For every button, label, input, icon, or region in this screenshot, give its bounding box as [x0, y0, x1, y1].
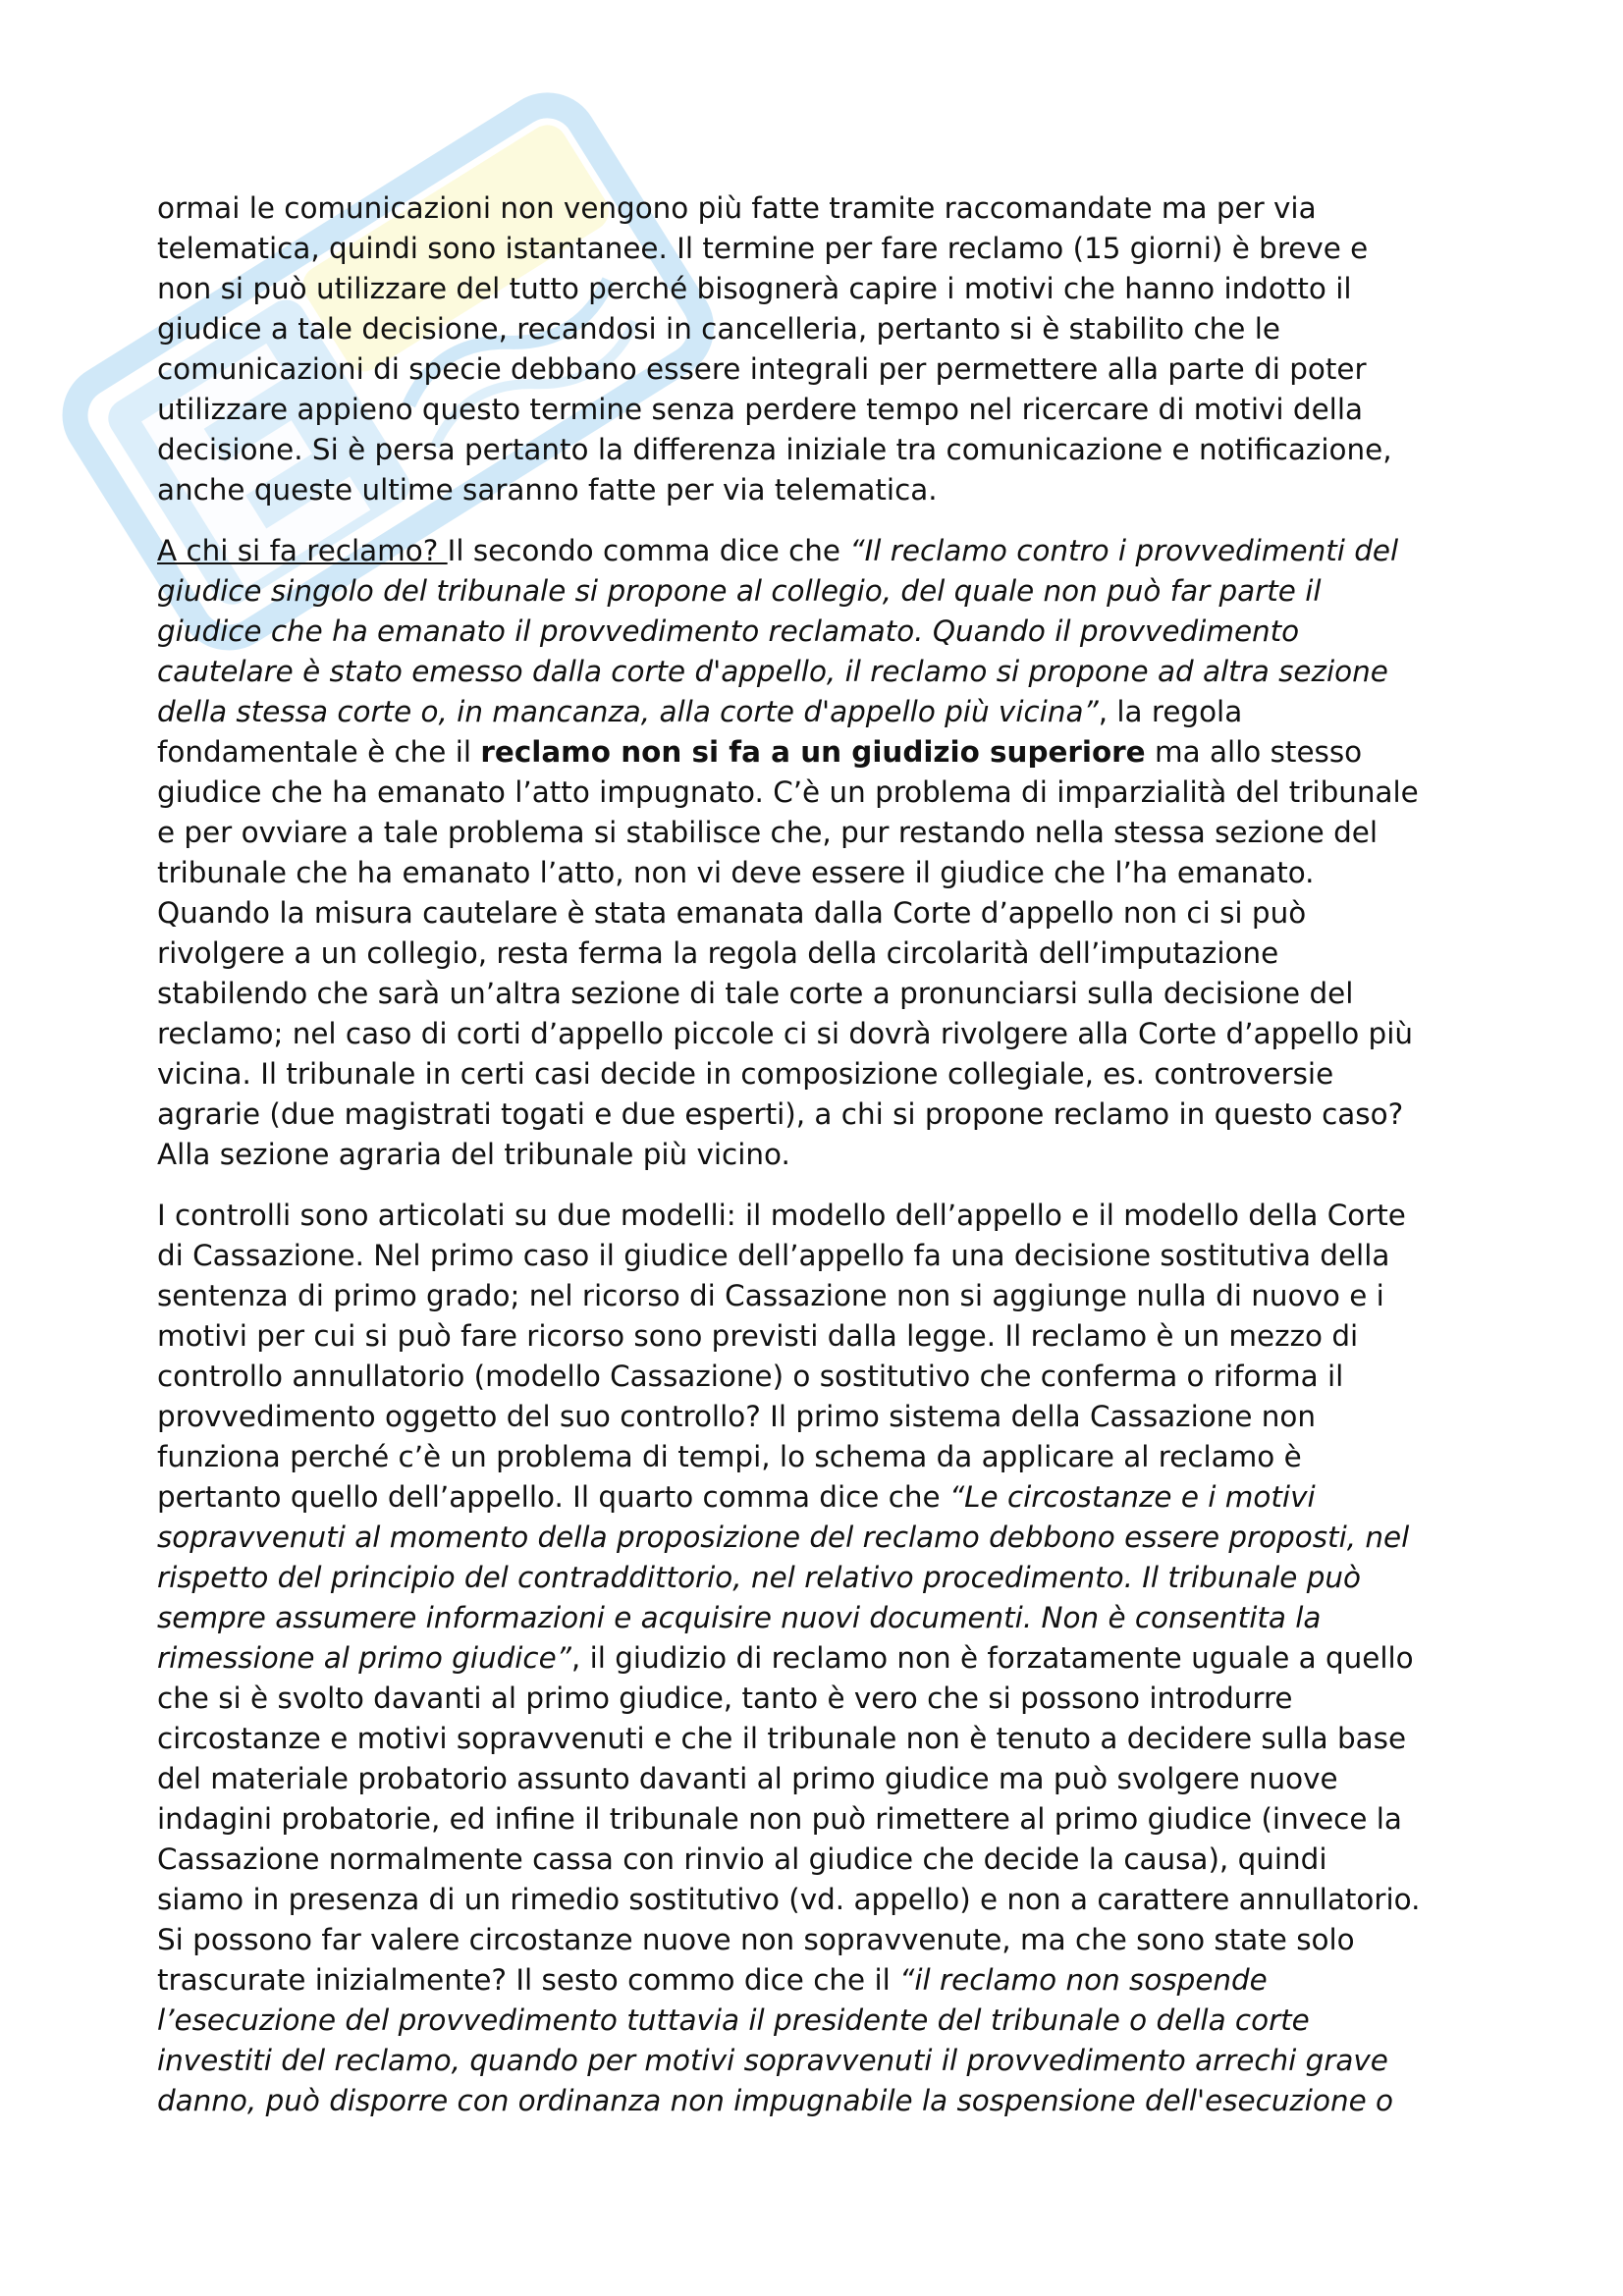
text-line — [157, 692, 1492, 732]
body-text: provvedimento oggetto del suo controllo? Il primo sistema della Cassazione non — [157, 1400, 1317, 1433]
text-line — [157, 1477, 1492, 1518]
text-line — [157, 1437, 1492, 1477]
text-line — [157, 229, 1492, 269]
body-text: e per ovviare a tale problema si stabilisce che, pur restando nella stessa sezione del — [157, 816, 1379, 849]
emphasis-text: reclamo non si fa a un giudizio superiore — [480, 735, 1146, 769]
body-text: agrarie (due magistrati togati e due esperti), a chi si propone reclamo in questo caso? — [157, 1097, 1404, 1131]
body-text: Si possono far valere circostanze nuove non sopravvenute, ma che sono state solo — [157, 1923, 1355, 1956]
paragraph — [157, 188, 1492, 510]
quoted-text: “il reclamo non sospende — [899, 1963, 1268, 1997]
body-text: giudice che ha emanato l’atto impugnato. C’è un problema di imparzialità del tribunale — [157, 775, 1419, 809]
text-line — [157, 773, 1492, 813]
body-text: motivi per cui si può fare ricorso sono previsti dalla legge. Il reclamo è un mezzo di — [157, 1319, 1359, 1353]
text-line — [157, 1316, 1492, 1357]
text-line — [157, 531, 1492, 571]
text-line — [157, 2081, 1492, 2121]
text-line — [157, 1840, 1492, 1880]
text-line — [157, 430, 1492, 470]
body-text: fondamentale è che il — [157, 735, 481, 769]
text-line — [157, 1759, 1492, 1799]
text-line — [157, 1054, 1492, 1095]
quoted-text: danno, può disporre con ordinanza non impugnabile la sospensione dell'esecuzione o — [157, 2084, 1393, 2117]
text-line — [157, 1598, 1492, 1638]
text-line — [157, 853, 1492, 893]
text-line — [157, 269, 1492, 309]
text-line — [157, 2041, 1492, 2081]
quoted-text: “Le circostanze e i motivi — [948, 1480, 1316, 1514]
text-line — [157, 1397, 1492, 1437]
quoted-text: cautelare è stato emesso dalla corte d'appello, il reclamo si propone ad altra sezione — [157, 655, 1388, 688]
body-text: controllo annullatorio (modello Cassazione) o sostitutivo che conferma o riforma il — [157, 1360, 1344, 1393]
quoted-text: della stessa corte o, in mancanza, alla corte d'appello più vicina” — [157, 695, 1099, 728]
body-text: stabilendo che sarà un’altra sezione di tale corte a pronunciarsi sulla decisione del — [157, 977, 1354, 1010]
text-line — [157, 612, 1492, 652]
paragraph — [157, 531, 1492, 1175]
body-text: Cassazione normalmente cassa con rinvio al giudice che decide la causa), quindi — [157, 1842, 1327, 1876]
body-text: comunicazioni di specie debbano essere integrali per permettere alla parte di poter — [157, 352, 1367, 386]
text-line — [157, 1135, 1492, 1175]
body-text: non si può utilizzare del tutto perché bisognerà capire i motivi che hanno indotto il — [157, 272, 1352, 305]
body-text: del materiale probatorio assunto davanti al primo giudice ma può svolgere nuove — [157, 1762, 1338, 1795]
body-text: Alla sezione agraria del tribunale più vicino. — [157, 1138, 790, 1171]
body-text: I controlli sono articolati su due modelli: il modello dell’appello e il modello della Corte — [157, 1199, 1406, 1232]
text-line — [157, 934, 1492, 974]
body-text: reclamo; nel caso di corti d’appello piccole ci si dovrà rivolgere alla Corte d’appello più — [157, 1017, 1414, 1050]
text-line — [157, 974, 1492, 1014]
body-text: funziona perché c’è un problema di tempi, lo schema da applicare al reclamo è — [157, 1440, 1302, 1473]
quoted-text: giudice singolo del tribunale si propone al collegio, del quale non può far parte il — [157, 574, 1322, 608]
text-line — [157, 1518, 1492, 1558]
quoted-text: l’esecuzione del provvedimento tuttavia il presidente del tribunale o della corte — [157, 2003, 1310, 2037]
body-text: sentenza di primo grado; nel ricorso di Cassazione non si aggiunge nulla di nuovo e i — [157, 1279, 1384, 1312]
quoted-text: investiti del reclamo, quando per motivi sopravvenuti il provvedimento arrechi grave — [157, 2044, 1388, 2077]
text-line — [157, 652, 1492, 692]
body-text: tribunale che ha emanato l’atto, non vi deve essere il giudice che l’ha emanato. — [157, 856, 1315, 889]
quoted-text: sempre assumere informazioni e acquisire nuovi documenti. Non è consentita la — [157, 1601, 1322, 1634]
text-line — [157, 1196, 1492, 1236]
body-text: Quando la misura cautelare è stata emanata dalla Corte d’appello non ci si può — [157, 896, 1307, 930]
body-text: ormai le comunicazioni non vengono più fatte tramite raccomandate ma per via — [157, 191, 1317, 225]
body-text: circostanze e motivi sopravvenuti e che il tribunale non è tenuto a decidere sulla base — [157, 1722, 1407, 1755]
body-text: rivolgere a un collegio, resta ferma la regola della circolarità dell’imputazione — [157, 936, 1279, 970]
text-line — [157, 1558, 1492, 1598]
text-line — [157, 188, 1492, 229]
text-line — [157, 1014, 1492, 1054]
quoted-text: rispetto del principio del contraddittorio, nel relativo procedimento. Il tribunale può — [157, 1561, 1361, 1594]
text-line — [157, 1920, 1492, 1960]
body-text: di Cassazione. Nel primo caso il giudice dell’appello fa una decisione sostitutiva della — [157, 1239, 1390, 1272]
body-text: , il giudizio di reclamo non è forzatamente uguale a quello — [570, 1641, 1414, 1675]
text-line — [157, 390, 1492, 430]
body-text: trascurate inizialmente? Il sesto commo dice che il — [157, 1963, 900, 1997]
body-text: , la regola — [1098, 695, 1243, 728]
text-line — [157, 571, 1492, 612]
document-body — [157, 188, 1492, 2142]
text-line — [157, 1719, 1492, 1759]
text-line — [157, 1095, 1492, 1135]
body-text: siamo in presenza di un rimedio sostitutivo (vd. appello) e non a carattere annullatorio. — [157, 1883, 1421, 1916]
body-text: telematica, quindi sono istantanee. Il termine per fare reclamo (15 giorni) è breve e — [157, 232, 1369, 265]
quoted-text: giudice che ha emanato il provvedimento reclamato. Quando il provvedimento — [157, 614, 1300, 648]
body-text: indagini probatorie, ed infine il tribunale non può rimettere al primo giudice (invece la — [157, 1802, 1402, 1836]
text-line — [157, 1236, 1492, 1276]
body-text: che si è svolto davanti al primo giudice, tanto è vero che si possono introdurre — [157, 1682, 1293, 1715]
body-text: Il secondo comma dice che — [447, 534, 850, 567]
body-text: anche queste ultime saranno fatte per via telematica. — [157, 473, 938, 507]
quoted-text: sopravvenuti al momento della proposizione del reclamo debbono essere proposti, nel — [157, 1521, 1410, 1554]
text-line — [157, 1799, 1492, 1840]
quoted-text: “Il reclamo contro i provvedimenti del — [849, 534, 1399, 567]
text-line — [157, 1960, 1492, 2001]
body-text: vicina. Il tribunale in certi casi decide in composizione collegiale, es. controversie — [157, 1057, 1334, 1091]
text-line — [157, 309, 1492, 349]
body-text: ma allo stesso — [1145, 735, 1363, 769]
text-line — [157, 1880, 1492, 1920]
text-line — [157, 813, 1492, 853]
text-line — [157, 1679, 1492, 1719]
text-line — [157, 349, 1492, 390]
body-text: pertanto quello dell’appello. Il quarto comma dice che — [157, 1480, 949, 1514]
text-line — [157, 2001, 1492, 2041]
text-line — [157, 1638, 1492, 1679]
body-text: decisione. Si è persa pertanto la differenza iniziale tra comunicazione e notificazione, — [157, 433, 1392, 466]
quoted-text: rimessione al primo giudice” — [157, 1641, 571, 1675]
body-text: giudice a tale decisione, recandosi in cancelleria, pertanto si è stabilito che le — [157, 312, 1280, 346]
paragraph — [157, 1196, 1492, 2121]
text-line — [157, 893, 1492, 934]
text-line — [157, 470, 1492, 510]
section-heading: A chi si fa reclamo? — [157, 534, 448, 567]
text-line — [157, 732, 1492, 773]
body-text: utilizzare appieno questo termine senza perdere tempo nel ricercare di motivi della — [157, 393, 1363, 426]
text-line — [157, 1276, 1492, 1316]
text-line — [157, 1357, 1492, 1397]
